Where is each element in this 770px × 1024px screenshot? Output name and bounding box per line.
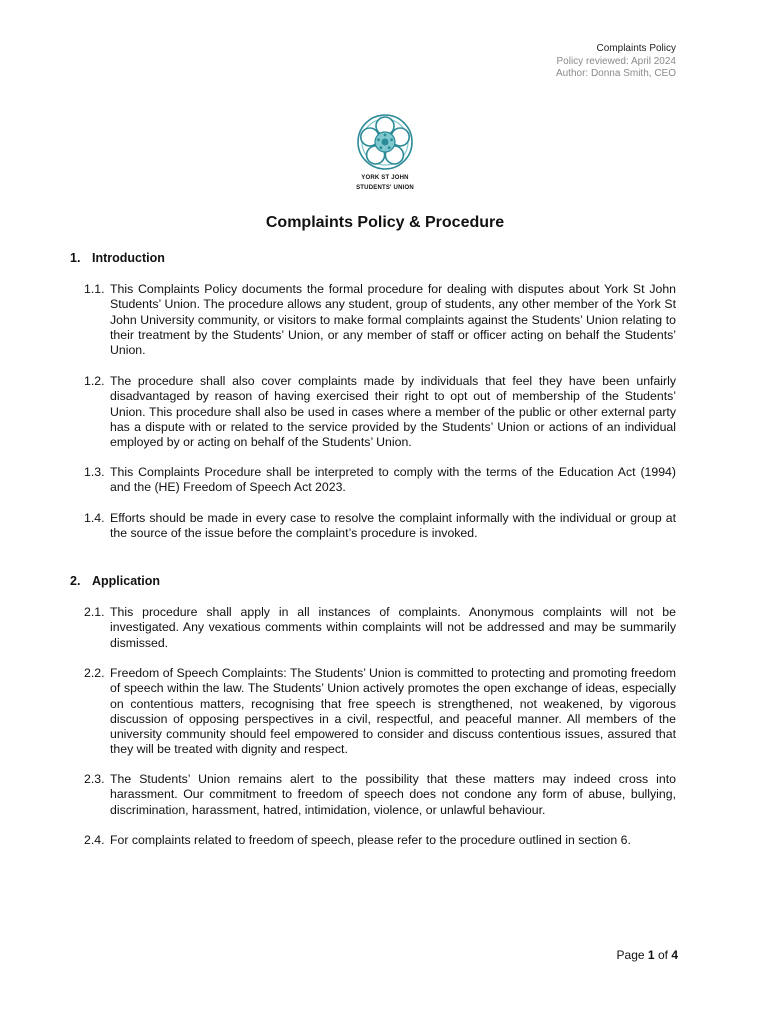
union-logo (340, 112, 430, 192)
section-title: Introduction (92, 251, 165, 265)
clause-2-2 (84, 666, 676, 758)
clause-number: 2.2. (84, 666, 105, 680)
clause-number: 1.4. (84, 511, 105, 525)
header-reviewed-date: Policy reviewed: April 2024 (556, 55, 676, 67)
clause-2-4 (84, 833, 676, 848)
logo-line-2: STUDENTS' UNION (356, 185, 414, 191)
page-title: Complaints Policy & Procedure (265, 214, 505, 231)
clause-text: This Complaints Policy documents the formal procedure for dealing with disputes about York St John Students’ Union. The procedure allows any student, group of students, any other member of the York St John University community, or visitors to make formal complaints against the Students’ Union relating to their treatment by the Students’ Union, or any member of staff or officer acting on behalf the Students’ Union. (110, 282, 676, 358)
section-heading-introduction (70, 251, 165, 265)
clause-number: 2.4. (84, 833, 105, 847)
clause-number: 2.3. (84, 772, 105, 786)
page-label: Page (616, 948, 645, 962)
logo-line-1: YORK ST JOHN (361, 175, 409, 181)
clause-text: This Complaints Procedure shall be interpreted to comply with the terms of the Education Act (1994) and the (HE) Freedom of Speech Act 2023. (110, 465, 676, 495)
clause-number: 1.1. (84, 282, 105, 296)
of-label: of (657, 948, 668, 962)
clause-text: Freedom of Speech Complaints: The Students’ Union is committed to protecting and promoting freedom of speech within the law. The Students’ Union actively promotes the open exchange of ideas, especially on contentious matters, recognising that free speech is strengthened, not weakened, by vigorous discussion of opposing perspectives in a civil, respectful, and peaceful manner. All members of the university community should feel empowered to consider and discuss contentious issues, assured that they will be treated with dignity and respect. (110, 666, 676, 757)
clause-1-2 (84, 374, 676, 450)
clause-1-4 (84, 511, 676, 542)
clause-text: The Students’ Union remains alert to the possibility that these matters may indeed cross into harassment. Our commitment to freedom of speech does not condone any form of abuse, bullying, discrimination, harassment, hatred, intimidation, violence, or unlawful behaviour. (110, 772, 676, 817)
york-rose-icon (352, 112, 418, 172)
clause-number: 2.1. (84, 605, 105, 619)
section-number: 1. (70, 251, 81, 265)
section-title: Application (92, 574, 161, 588)
clause-1-3 (84, 465, 676, 496)
total-page-count: 4 (671, 948, 678, 962)
header-policy-title: Complaints Policy (596, 43, 676, 54)
clause-text: The procedure shall also cover complaints made by individuals that feel they have been unfairly disadvantaged by reason of having exercised their right to opt out of membership of the Students’ Union. This procedure shall also be used in cases where a member of the public or other external party has a dispute with or related to the service provided by the Students’ Union or actions of an individual employed by or acting on behalf of the Students’ Union. (110, 374, 676, 450)
clause-number: 1.3. (84, 465, 105, 479)
clause-1-1 (84, 282, 676, 358)
current-page-number: 1 (647, 948, 655, 962)
page-number-footer (617, 948, 678, 962)
clause-text: Efforts should be made in every case to resolve the complaint informally with the individual or group at the source of the issue before the complaint’s procedure is invoked. (110, 511, 676, 541)
section-number: 2. (70, 574, 81, 588)
clause-2-3 (84, 772, 676, 818)
clause-number: 1.2. (84, 374, 105, 388)
clause-2-1 (84, 605, 676, 651)
clause-text: This procedure shall apply in all instances of complaints. Anonymous complaints will not be investigated. Any vexatious comments within complaints will not be addressed and may be summarily dismissed. (110, 605, 676, 650)
header-author: Author: Donna Smith, CEO (555, 68, 676, 79)
document-header (556, 43, 676, 81)
clause-text: For complaints related to freedom of speech, please refer to the procedure outlined in section 6. (110, 833, 631, 847)
section-heading-application (70, 574, 160, 588)
